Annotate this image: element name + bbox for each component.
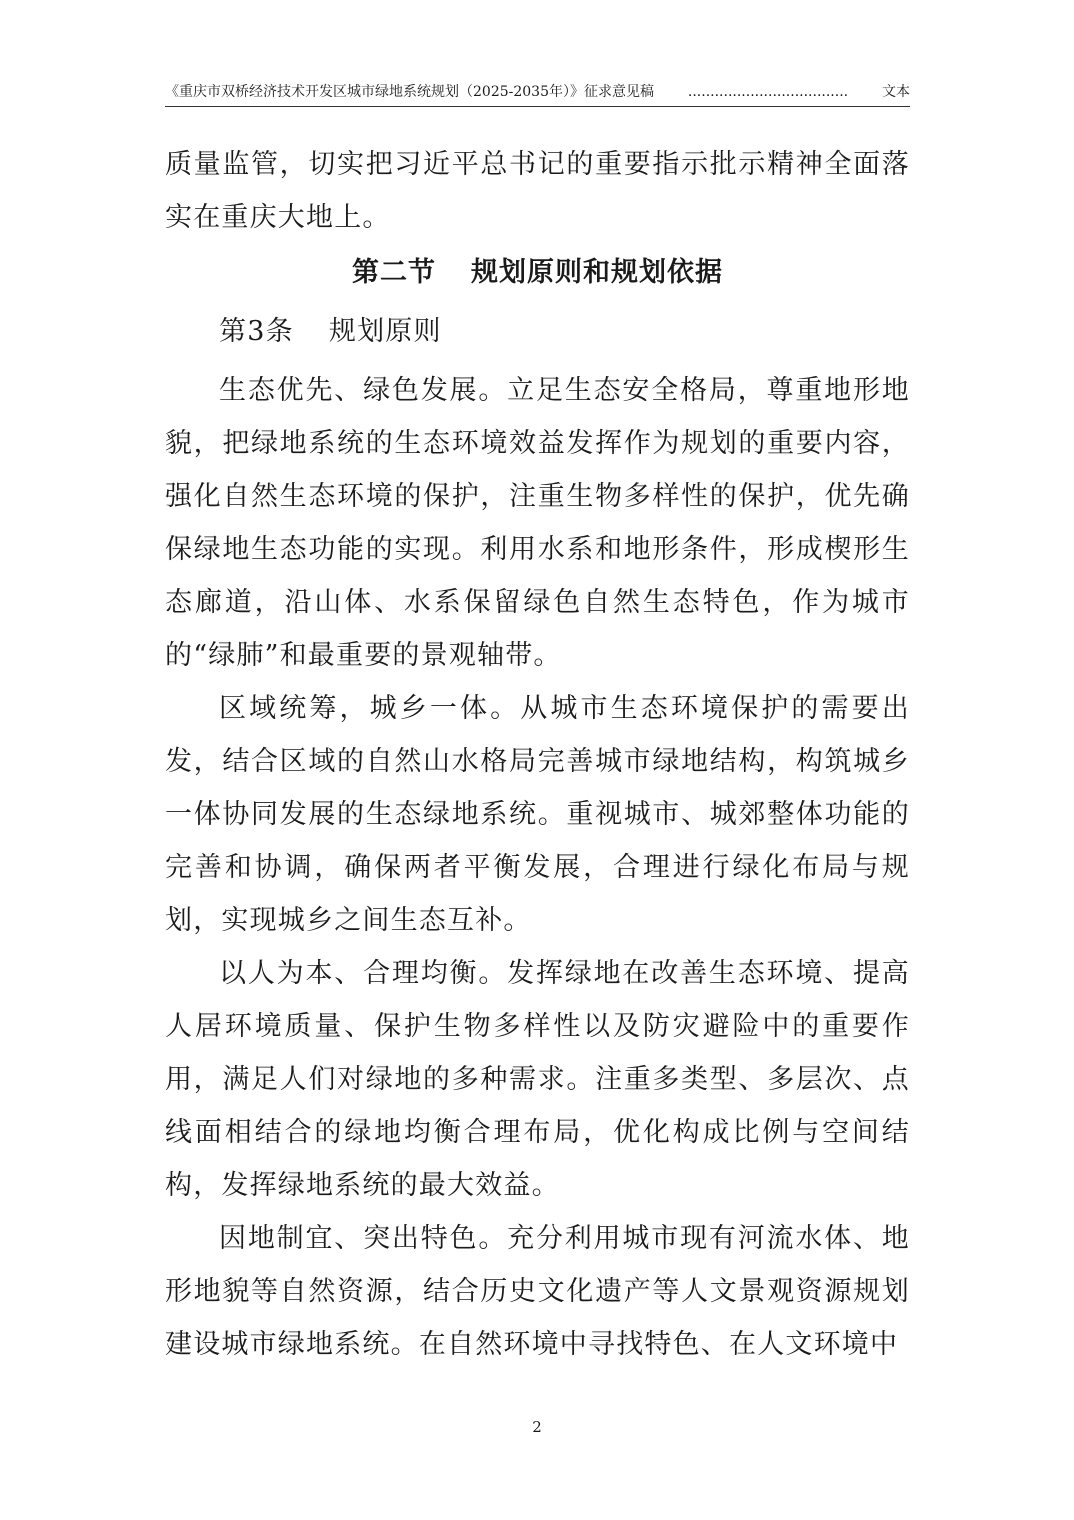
page-header (165, 78, 910, 102)
principle-paragraph-regional: 区域统筹，城乡一体。从城市生态环境保护的需要出发，结合区域的自然山水格局完善城市绿地结构，构筑城乡一体协同发展的生态绿地系统。重视城市、城郊整体功能的完善和协调，确保两者平衡发展，合理进行绿化布局与规划，实现城乡之间生态互补。 (165, 693, 910, 936)
article-title: 规划原则 (328, 316, 442, 347)
continuation-paragraph: 质量监管，切实把习近平总书记的重要指示批示精神全面落实在重庆大地上。 (165, 149, 910, 233)
principle-paragraph-local: 因地制宜、突出特色。充分利用城市现有河流水体、地形地貌等自然资源，结合历史文化遗产等人文景观资源规划建设城市绿地系统。在自然环境中寻找特色、在人文环境中 (165, 1223, 910, 1360)
principle-paragraph-people: 以人为本、合理均衡。发挥绿地在改善生态环境、提高人居环境质量、保护生物多样性以及防灾避险中的重要作用，满足人们对绿地的多种需求。注重多类型、多层次、点线面相结合的绿地均衡合理布局，优化构成比例与空间结构，发挥绿地系统的最大效益。 (165, 958, 910, 1201)
header-leader-dots: .................................... (687, 84, 849, 100)
section-title: 规划原则和规划依据 (471, 257, 724, 288)
principle-paragraph-ecology: 生态优先、绿色发展。立足生态安全格局，尊重地形地貌，把绿地系统的生态环境效益发挥作为规划的重要内容，强化自然生态环境的保护，注重生物多样性的保护，优先确保绿地生态功能的实现。利用水系和地形条件，形成楔形生态廊道，沿山体、水系保留绿色自然生态特色，作为城市的“绿肺”和最重要的景观轴带。 (165, 375, 910, 671)
section-number: 第二节 (351, 257, 436, 288)
header-section-label: 文本 (882, 84, 910, 100)
section-heading (165, 246, 910, 299)
header-divider (165, 106, 910, 107)
article-number: 第3条 (219, 316, 294, 347)
document-body (165, 138, 910, 1371)
page-number: 2 (532, 1418, 542, 1436)
header-document-title: 《重庆市双桥经济技术开发区城市绿地系统规划（2025-2035年）》征求意见稿 (165, 84, 654, 100)
article-heading (165, 305, 910, 358)
